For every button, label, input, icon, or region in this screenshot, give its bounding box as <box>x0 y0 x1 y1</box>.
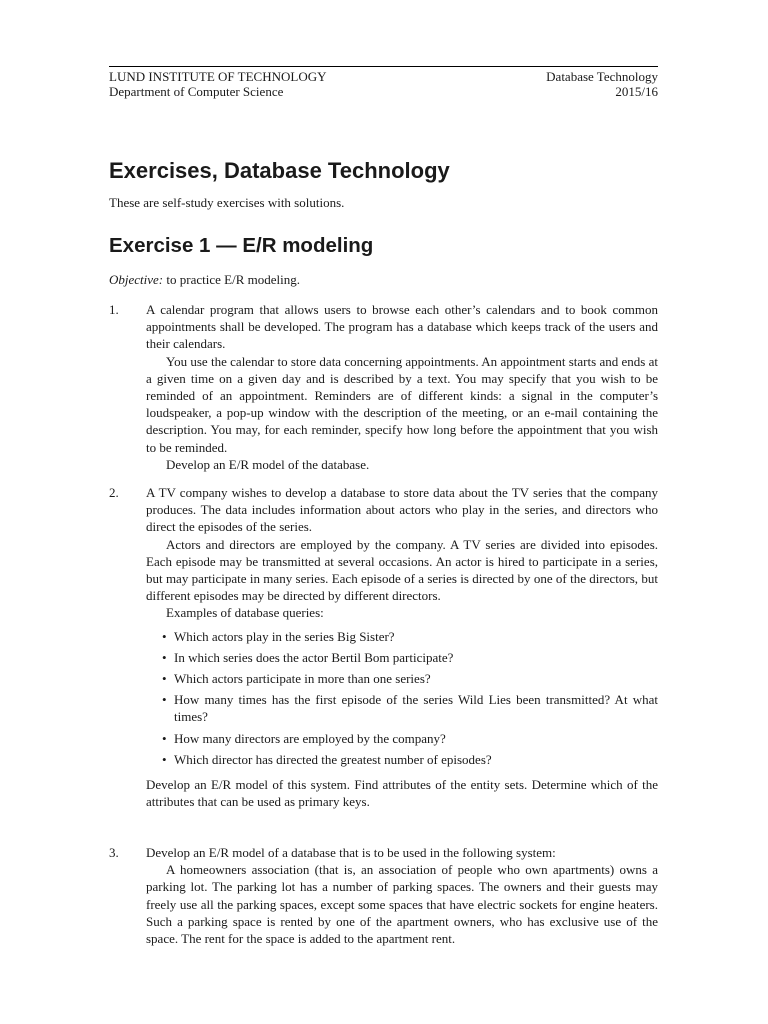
item-paragraph: Develop an E/R model of this system. Find attributes of the entity sets. Determine which of the attributes that can be used as primary keys. <box>146 777 658 810</box>
intro-text: These are self-study exercises with solutions. <box>109 195 345 210</box>
academic-year: 2015/16 <box>615 84 658 99</box>
list-item: • In which series does the actor Bertil Bom participate? <box>162 649 454 665</box>
objective-label: Objective: <box>109 272 164 287</box>
institution-name: LUND INSTITUTE OF TECHNOLOGY <box>109 69 327 84</box>
item-number: 2. <box>109 485 119 500</box>
list-item: • Which actors participate in more than one series? <box>162 671 431 687</box>
department-name: Department of Computer Science <box>109 84 284 99</box>
objective-text: to practice E/R modeling. <box>163 272 300 287</box>
item-paragraph: A homeowners association (that is, an association of people who own apartments) owns a parking lot. The parking lot has a number of parking spaces. The owners and their guests may freely use all the parking spaces, except some spaces that have electric sockets for engine heaters. Such a parking space is rented by one of the apartment owners, who has exclusive use of the space. The rent for the space is added to the apartment rent. <box>146 862 658 947</box>
exercise-item-2 <box>109 484 658 810</box>
exercise-item-3 <box>109 844 658 947</box>
bullet-icon: • <box>162 649 167 665</box>
bullet-icon: • <box>162 692 167 708</box>
item-number: 3. <box>109 845 119 860</box>
list-item: • Which director has directed the greatest number of episodes? <box>162 751 492 767</box>
course-name: Database Technology <box>546 69 658 84</box>
item-paragraph: Develop an E/R model of the database. <box>166 456 370 472</box>
bullet-icon: • <box>162 730 167 746</box>
list-item: • How many times has the first episode of the series Wild Lies been transmitted? At what times? <box>162 692 658 725</box>
bullet-icon: • <box>162 628 167 644</box>
page-header <box>109 66 658 99</box>
item-paragraph: A calendar program that allows users to browse each other’s calendars and to book common appointments shall be developed. The program has a database which keeps track of the users and their calendars. <box>146 302 658 352</box>
list-item: • How many directors are employed by the company? <box>162 730 446 746</box>
item-paragraph: A TV company wishes to develop a database to store data about the TV series that the company produces. The data includes information about actors who play in the series, and directors who direct the episodes of the series. <box>146 485 658 535</box>
bullet-icon: • <box>162 671 167 687</box>
item-paragraph: Examples of database queries: <box>166 605 324 621</box>
objective <box>109 272 300 288</box>
document-title: Exercises, Database Technology <box>109 158 450 183</box>
item-paragraph: Develop an E/R model of a database that is to be used in the following system: <box>146 845 556 860</box>
exercise-heading: Exercise 1 — E/R modeling <box>109 234 374 257</box>
query-list <box>146 628 658 768</box>
item-paragraph: Actors and directors are employed by the company. A TV series are divided into episodes. Each episode may be transmitted at several occasions. An actor is hired to participate in a series, but may participate in many series. Each episode of a series is directed by one of the directors, but different episodes may be directed by different directors. <box>146 536 658 604</box>
list-item: • Which actors play in the series Big Sister? <box>162 628 395 644</box>
item-paragraph: You use the calendar to store data concerning appointments. An appointment starts and ends at a given time on a given day and is described by a text. You may specify that you wish to be reminded of an appointment. Reminders are of different kinds: a signal in the computer’s loudspeaker, a pop-up window with the description of the meeting, or an e-mail containing the description. You may, for each reminder, specify how long before the appointment that you wish to be reminded. <box>146 353 658 455</box>
bullet-icon: • <box>162 751 167 767</box>
item-number: 1. <box>109 302 119 317</box>
exercise-item-1 <box>109 301 658 473</box>
